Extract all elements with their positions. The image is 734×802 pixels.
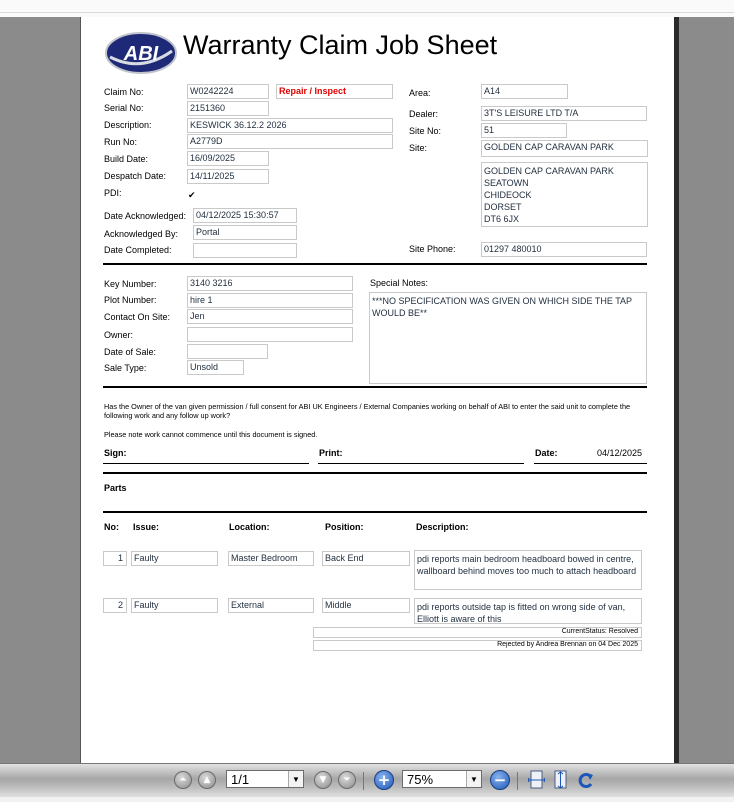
- fit-page-icon: [552, 770, 569, 790]
- site-phone-value: 01297 480010: [481, 242, 647, 257]
- special-notes-label: Special Notes:: [370, 278, 429, 288]
- plus-icon: +: [377, 770, 391, 789]
- minus-icon: −: [493, 770, 507, 789]
- site-label: Site:: [409, 143, 428, 153]
- address-line: DT6 6JX: [484, 214, 520, 224]
- page-select[interactable]: [226, 770, 304, 788]
- sign-label: Sign:: [104, 448, 127, 458]
- viewer-toolbar: [0, 763, 734, 797]
- logo-text: ABI: [123, 43, 159, 65]
- abi-logo: [104, 31, 178, 75]
- key-number-value: 3140 3216: [187, 276, 353, 291]
- refresh-button[interactable]: [576, 769, 596, 791]
- owner-label: Owner:: [104, 330, 134, 340]
- fit-page-button[interactable]: [552, 770, 569, 790]
- parts-heading: Parts: [104, 483, 127, 493]
- part-description: pdi reports main bedroom headboard bowed in centre, wallboard behind moves too much to attach headboard: [414, 550, 642, 590]
- page-title: Warranty Claim Job Sheet: [183, 30, 498, 60]
- run-no-value: A2779D: [187, 134, 393, 149]
- part-description: pdi reports outside tap is fitted on wrong side of van, Elliott is aware of this: [414, 598, 642, 624]
- run-no-label: Run No:: [104, 137, 138, 147]
- previous-page-button[interactable]: [198, 771, 216, 789]
- window-bottom-strip: [0, 797, 734, 802]
- zoom-level: 75%: [407, 772, 434, 787]
- contact-value: Jen: [187, 309, 353, 324]
- serial-no-label: Serial No:: [104, 103, 144, 113]
- col-position-header: Position:: [325, 522, 364, 532]
- zoom-out-button[interactable]: [490, 770, 510, 790]
- part-location: Master Bedroom: [228, 551, 314, 566]
- acknowledged-by-label: Acknowledged By:: [104, 229, 179, 239]
- site-address: [481, 162, 648, 227]
- build-date-label: Build Date:: [104, 154, 149, 164]
- date-completed-label: Date Completed:: [104, 245, 172, 255]
- despatch-date-label: Despatch Date:: [104, 171, 167, 181]
- part-location: External: [228, 598, 314, 613]
- consent-date: 04/12/2025: [597, 448, 643, 458]
- arrow-down-icon: ▼: [319, 774, 327, 785]
- rejected-by: Rejected by Andrea Brennan on 04 Dec 2025: [313, 640, 642, 651]
- build-date-value: 16/09/2025: [187, 151, 269, 166]
- pdi-label: PDI:: [104, 188, 122, 198]
- claim-status: Repair / Inspect: [276, 84, 393, 99]
- description-label: Description:: [104, 120, 152, 130]
- dropdown-arrow-icon: ▼: [466, 771, 481, 787]
- zoom-in-button[interactable]: [374, 770, 394, 790]
- last-page-button[interactable]: [338, 771, 356, 789]
- pdi-checkmark: ✔: [188, 190, 196, 200]
- dealer-label: Dealer:: [409, 109, 439, 119]
- arrow-up-icon: ▲: [203, 774, 211, 785]
- col-no-header: No:: [104, 522, 119, 532]
- despatch-date-value: 14/11/2025: [187, 169, 269, 184]
- date-completed-value: [193, 243, 297, 258]
- col-issue-header: Issue:: [133, 522, 160, 532]
- address-line: GOLDEN CAP CARAVAN PARK: [484, 166, 614, 176]
- date-label: Date:: [535, 448, 558, 458]
- date-acknowledged-value: 04/12/2025 15:30:57: [193, 208, 297, 223]
- date-of-sale-label: Date of Sale:: [104, 347, 157, 357]
- serial-no-value: 2151360: [187, 101, 269, 116]
- address-line: CHIDEOCK: [484, 190, 532, 200]
- col-description-header: Description:: [416, 522, 469, 532]
- key-number-label: Key Number:: [104, 279, 157, 289]
- consent-text: Has the Owner of the van given permission / full consent for ABI UK Engineers / External Companies working on behalf of ABI to enter the said unit to complete the following work and any follow up work?: [104, 402, 631, 420]
- report-viewer-canvas: [0, 17, 734, 763]
- site-phone-label: Site Phone:: [409, 244, 456, 254]
- dealer-value: 3T'S LEISURE LTD T/A: [481, 106, 647, 121]
- site-no-label: Site No:: [409, 126, 442, 136]
- part-no: 2: [103, 598, 127, 613]
- area-label: Area:: [409, 88, 431, 98]
- owner-value: [187, 327, 353, 342]
- plot-number-value: hire 1: [187, 293, 353, 308]
- site-value: GOLDEN CAP CARAVAN PARK: [481, 140, 648, 157]
- part-position: Back End: [322, 551, 410, 566]
- page-indicator: 1/1: [231, 772, 250, 787]
- date-of-sale-value: [187, 344, 268, 359]
- part-no: 1: [103, 551, 127, 566]
- dropdown-arrow-icon: ▼: [288, 771, 303, 787]
- date-acknowledged-label: Date Acknowledged:: [104, 211, 187, 221]
- part-issue: Faulty: [131, 598, 218, 613]
- part-position: Middle: [322, 598, 410, 613]
- consent-note: Please note work cannot commence until this document is signed.: [104, 430, 318, 439]
- col-location-header: Location:: [229, 522, 270, 532]
- section-divider: [103, 511, 647, 513]
- current-status: CurrentStatus: Resolved: [313, 627, 642, 638]
- window-top-strip: [0, 0, 734, 17]
- contact-label: Contact On Site:: [104, 312, 171, 322]
- next-page-button[interactable]: [314, 771, 332, 789]
- claim-no-label: Claim No:: [104, 87, 144, 97]
- area-value: A14: [481, 84, 568, 99]
- site-no-value: 51: [481, 123, 567, 138]
- print-label: Print:: [319, 448, 343, 458]
- first-page-button[interactable]: [174, 771, 192, 789]
- section-divider: [103, 263, 647, 265]
- sale-type-label: Sale Type:: [104, 363, 147, 373]
- last-page-icon: ⏷: [343, 774, 351, 785]
- fit-width-icon: [528, 770, 545, 790]
- print-line: [318, 463, 524, 464]
- special-notes-value: ***NO SPECIFICATION WAS GIVEN ON WHICH SIDE THE TAP WOULD BE**: [369, 292, 647, 384]
- address-line: SEATOWN: [484, 178, 529, 188]
- section-divider: [103, 386, 647, 388]
- plot-number-label: Plot Number:: [104, 295, 157, 305]
- claim-no-value: W0242224: [187, 84, 269, 99]
- fit-width-button[interactable]: [528, 770, 545, 790]
- sale-type-value: Unsold: [187, 360, 244, 375]
- toolbar-separator: [363, 772, 364, 790]
- zoom-select[interactable]: [402, 770, 482, 788]
- first-page-icon: ⏶: [179, 774, 187, 785]
- part-issue: Faulty: [131, 551, 218, 566]
- date-line: [534, 463, 647, 464]
- acknowledged-by-value: Portal: [193, 225, 297, 240]
- section-divider: [103, 472, 647, 474]
- page-shadow: [674, 17, 679, 763]
- sign-line: [103, 463, 309, 464]
- refresh-icon: [576, 769, 596, 791]
- address-line: DORSET: [484, 202, 522, 212]
- description-value: KESWICK 36.12.2 2026: [187, 118, 393, 133]
- toolbar-separator: [517, 772, 518, 790]
- report-page: [80, 17, 675, 763]
